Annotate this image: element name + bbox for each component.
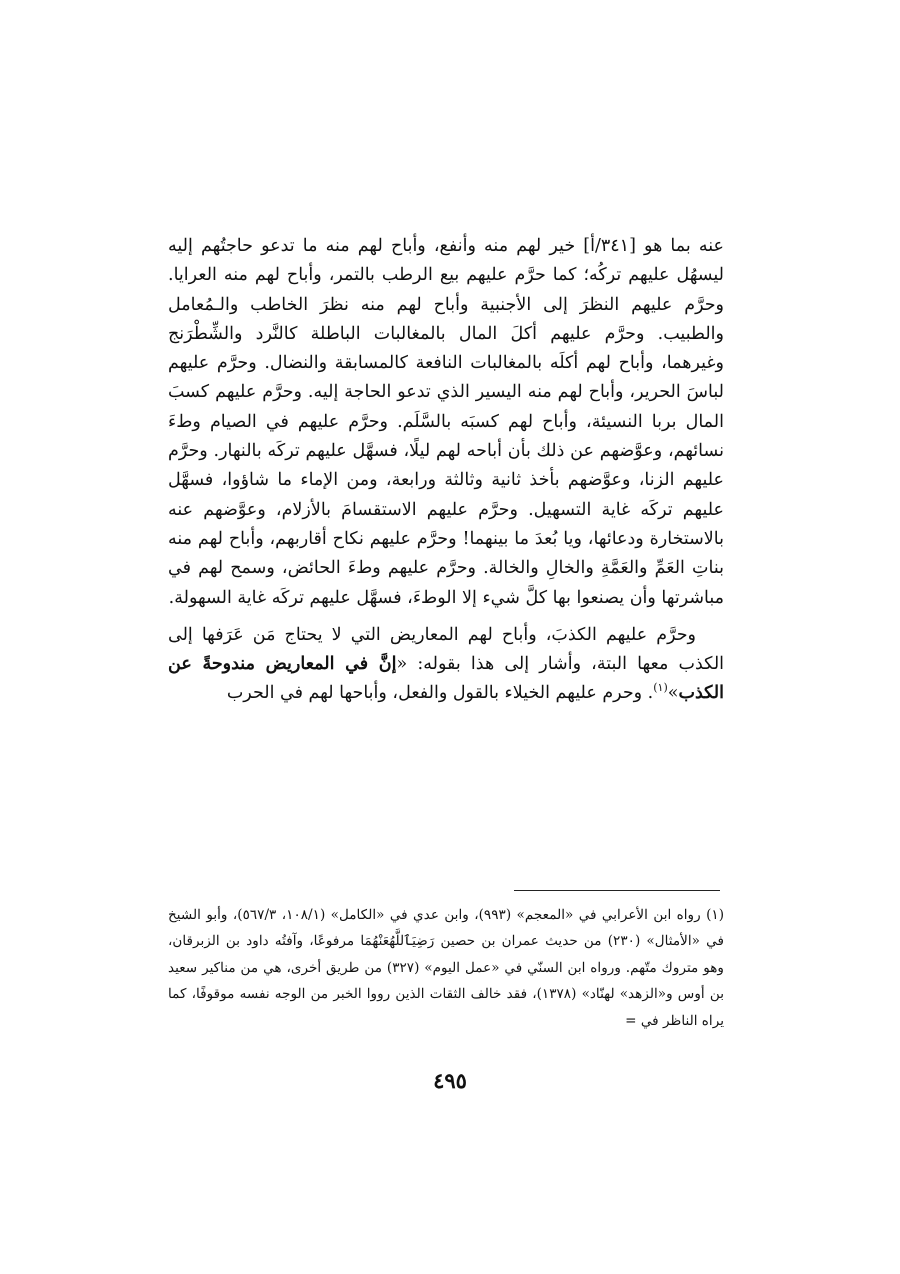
quote-close: »	[667, 683, 679, 704]
footnote-marker: (١)	[653, 681, 668, 695]
paragraph-2	[168, 621, 724, 709]
footnote	[168, 902, 724, 1034]
page-number: ٤٩٥	[433, 1068, 467, 1093]
paragraph-2-start: وحرَّم عليهم الكذبَ، وأباح لهم المعاريض التي لا يحتاج مَن عَرَفها إلى الكذب معها البتة، وأشار إلى هذا بقوله: «	[168, 624, 725, 675]
paragraph-2-end: . وحرم عليهم الخيلاء بالقول والفعل، وأباحها لهم في الحرب	[226, 683, 654, 704]
footnote-separator	[514, 890, 720, 891]
hadith-quote: إنَّ في المعاريض مندوحةً عن الكذب	[168, 654, 724, 704]
paragraph-1: عنه بما هو [٣٤١/أ] خير لهم منه وأنفع، وأباح لهم منه ما تدعو حاجتُهم إليه ليسهُل عليهم تركُه؛ كما حرَّم عليهم بيع الرطب بالتمر، وأباح لهم منه العرايا. وحرَّم عليهم النظرَ إلى الأجنبية وأباح لهم منه نظرَ الخاطب والـمُعامل والطبيب. وحرَّم عليهم أكلَ المال بالمغالبات الباطلة كالنَّرد والشِّطْرَنج وغيرهما، وأباح لهم أكلَه بالمغالبات النافعة كالمسابقة والنضال. وحرَّم عليهم لباسَ الحرير، وأباح لهم منه اليسير الذي تدعو الحاجة إليه. وحرَّم عليهم كسبَ المال بربا النسيئة، وأباح لهم كسبَه بالسَّلَم. وحرَّم عليهم في الصيام وطءَ نسائهم، وعوَّضهم عن ذلك بأن أباحه لهم ليلًا، فسهَّل عليهم تركَه بالنهار. وحرَّم عليهم الزنا، وعوَّضهم بأخذ ثانية وثالثة ورابعة، ومن الإماء ما شاؤوا، فسهَّل عليهم تركَه غاية التسهيل. وحرَّم عليهم الاستقسامَ بالأزلام، وعوَّضهم عنه بالاستخارة ودعائها، ويا بُعدَ ما بينهما! وحرَّم عليهم نكاح أقاربهم، وأباح لهم منه بناتِ العَمِّ والعَمَّةِ والخالِ والخالة. وحرَّم عليهم وطءَ الحائض، وسمح لهم في مباشرتها وأن يصنعوا بها كلَّ شيء إلا الوطءَ، فسهَّل عليهم تركَه غاية السهولة.	[168, 236, 724, 608]
main-text	[168, 232, 724, 709]
footnote-text: (١) رواه ابن الأعرابي في «المعجم» (٩٩٣)، وابن عدي في «الكامل» (١٠٨/١، ٥٦٧/٣)، وأبو الشيخ في «الأمثال» (٢٣٠) من حديث عمران بن حصين رَضِيَٱللَّهُعَنْهُمَا مرفوعًا، وآفتُه داود بن الزبرقان، وهو متروك متّهم. ورواه ابن السنّي في «عمل اليوم» (٣٢٧) من طريق أخرى، هي من مناكير سعيد بن أوس و«الزهد» لهنّاد» (١٣٧٨)، فقد خالف الثقات الذين رووا الخبر من الوجه نفسه موقوفًا، كما يراه الناظر في =	[168, 907, 725, 1029]
